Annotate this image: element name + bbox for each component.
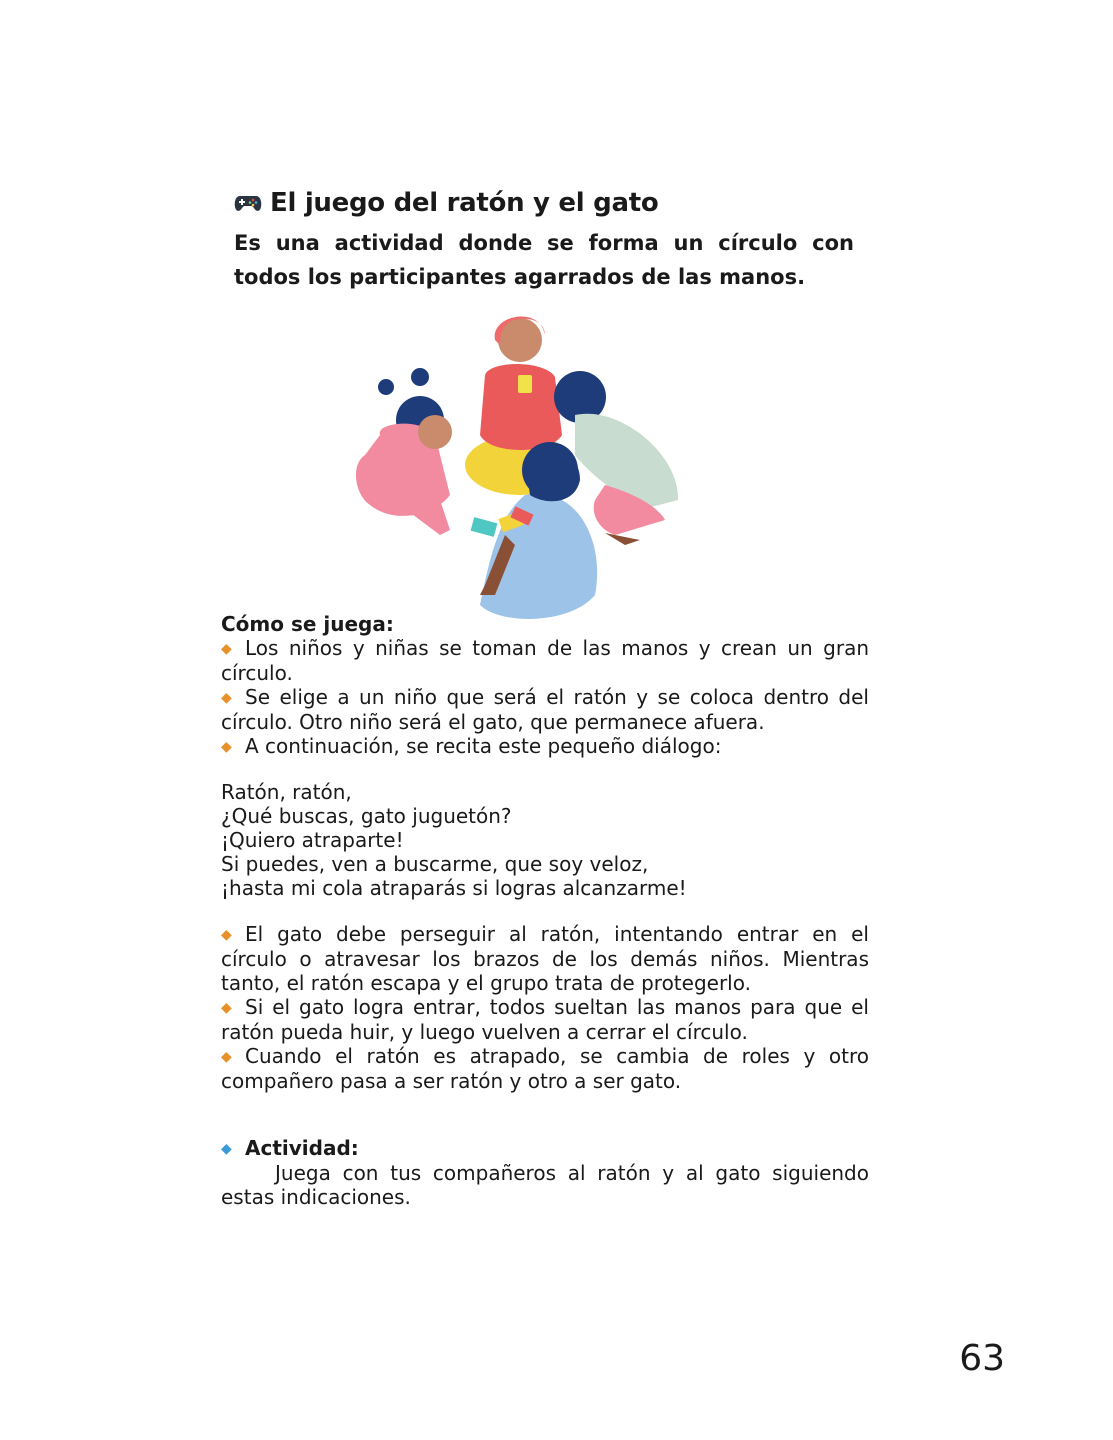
diamond-icon: ◆: [221, 927, 232, 943]
list-item: ◆ El gato debe perseguir al ratón, intentando entrar en el círculo o atravesar los brazos de los demás niños. Mientras tanto, el ratón escapa y el grupo trata de protegerlo.: [221, 922, 869, 995]
dialogue-poem: [221, 780, 869, 900]
dialogue-line: Ratón, ratón,: [221, 780, 352, 804]
dialogue-line: ¿Qué buscas, gato juguetón?: [221, 804, 512, 828]
how-to-play-section: [221, 612, 869, 759]
list-item: ◆ Los niños y niñas se toman de las manos y crean un gran círculo.: [221, 636, 869, 685]
diamond-icon: ◆: [221, 1141, 232, 1157]
dialogue-line: ¡Quiero atraparte!: [221, 828, 404, 852]
how-to-play-heading: Cómo se juega:: [221, 612, 394, 636]
diamond-icon: ◆: [221, 1049, 232, 1065]
dialogue-line: Si puedes, ven a buscarme, que soy veloz,: [221, 852, 649, 876]
children-playing-cards-illustration: [340, 305, 690, 630]
list-item: ◆ A continuación, se recita este pequeño diálogo:: [221, 734, 722, 758]
page-title: [234, 188, 658, 218]
activity-heading: ◆ Actividad:: [221, 1136, 359, 1160]
intro-text: Es una actividad donde se forma un círculo con todos los participantes agarrados de las manos.: [234, 231, 854, 289]
list-item: ◆ Si el gato logra entrar, todos sueltan las manos para que el ratón pueda huir, y luego vuelven a cerrar el círculo.: [221, 995, 869, 1044]
list-item: ◆ Cuando el ratón es atrapado, se cambia de roles y otro compañero pasa a ser ratón y otro a ser gato.: [221, 1044, 869, 1093]
gamepad-icon: [234, 193, 262, 213]
activity-text: Juega con tus compañeros al ratón y al gato siguiendo estas indicaciones.: [221, 1161, 869, 1209]
page-number: 63: [959, 1338, 1005, 1379]
activity-section: [221, 1136, 869, 1209]
list-item: ◆ Se elige a un niño que será el ratón y se coloca dentro del círculo. Otro niño será el gato, que permanece afuera.: [221, 685, 869, 734]
dialogue-line: ¡hasta mi cola atraparás si logras alcanzarme!: [221, 876, 687, 900]
diamond-icon: ◆: [221, 739, 232, 755]
diamond-icon: ◆: [221, 641, 232, 657]
diamond-icon: ◆: [221, 1000, 232, 1016]
diamond-icon: ◆: [221, 690, 232, 706]
title-text: El juego del ratón y el gato: [270, 188, 659, 218]
rules-section: [221, 922, 869, 1093]
